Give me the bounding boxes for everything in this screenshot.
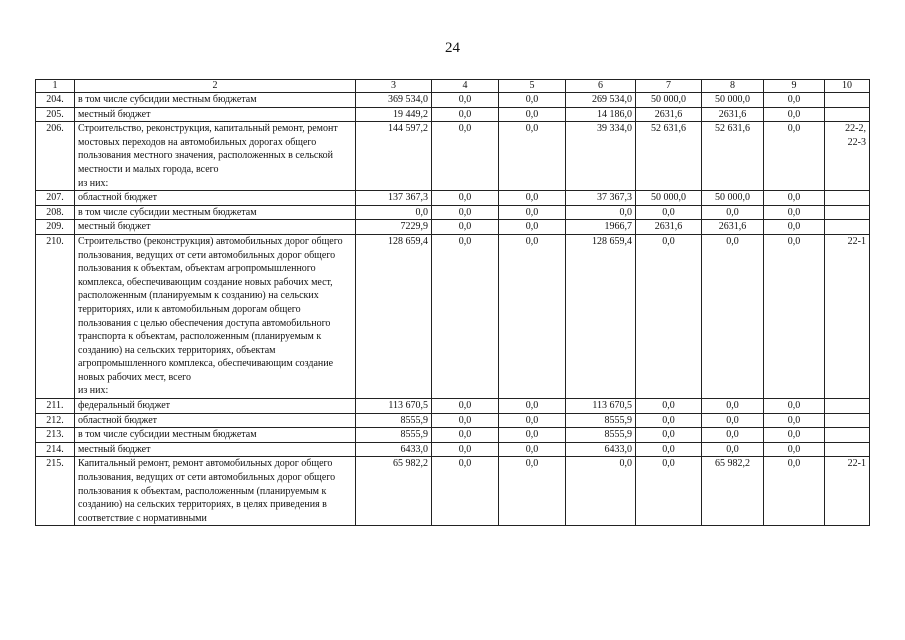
reference-code-cell [825, 442, 870, 457]
value-cell: 0,0 [499, 122, 566, 191]
column-header: 1 [36, 80, 75, 93]
value-cell: 0,0 [764, 107, 825, 122]
row-description: в том числе субсидии местным бюджетам [75, 93, 356, 108]
value-cell: 128 659,4 [566, 234, 636, 398]
budget-table [35, 79, 870, 526]
value-cell: 113 670,5 [566, 399, 636, 414]
reference-code-cell [825, 107, 870, 122]
value-cell: 0,0 [432, 122, 499, 191]
value-cell: 8555,9 [566, 413, 636, 428]
value-cell: 0,0 [764, 428, 825, 443]
page-number: 24 [445, 40, 460, 56]
value-cell: 0,0 [432, 205, 499, 220]
value-cell: 0,0 [499, 457, 566, 526]
row-description: местный бюджет [75, 442, 356, 457]
value-cell: 8555,9 [356, 413, 432, 428]
value-cell: 65 982,2 [702, 457, 764, 526]
value-cell: 269 534,0 [566, 93, 636, 108]
column-header: 6 [566, 80, 636, 93]
value-cell: 0,0 [566, 205, 636, 220]
value-cell: 0,0 [764, 93, 825, 108]
column-header: 10 [825, 80, 870, 93]
row-number: 214. [36, 442, 75, 457]
reference-code-cell [825, 399, 870, 414]
value-cell: 0,0 [499, 428, 566, 443]
row-description: Строительство (реконструкция) автомобильных дорог общего пользования, ведущих от сети автомобильных дорог общего пользования к объектам, объектам агропромышленного комплекса, обеспечивающим создание новых рабочих мест, расположенным (планируемым к созданию) на сельских территориях, или к автомобильным дорогам общего пользования с целью обеспечения доступа автомобильного транспорта к объектам, расположенным (планируемым к созданию) на сельских территориях, объектам агропромышленного комплекса, обеспечивающим создание новых рабочих мест, всего из них: [75, 234, 356, 398]
row-number: 207. [36, 191, 75, 206]
value-cell: 0,0 [764, 413, 825, 428]
value-cell: 0,0 [764, 442, 825, 457]
row-description: федеральный бюджет [75, 399, 356, 414]
value-cell: 113 670,5 [356, 399, 432, 414]
reference-code: 22-1 [847, 458, 866, 470]
value-cell: 144 597,2 [356, 122, 432, 191]
value-cell: 50 000,0 [702, 191, 764, 206]
row-description: местный бюджет [75, 107, 356, 122]
value-cell: 39 334,0 [566, 122, 636, 191]
table-row [36, 93, 870, 108]
value-cell: 0,0 [499, 93, 566, 108]
value-cell: 0,0 [702, 442, 764, 457]
reference-code-cell [825, 220, 870, 235]
header-row [36, 80, 870, 93]
value-cell: 0,0 [764, 457, 825, 526]
value-cell: 0,0 [432, 428, 499, 443]
value-cell: 0,0 [499, 191, 566, 206]
reference-code-cell [825, 457, 870, 526]
value-cell: 0,0 [636, 442, 702, 457]
value-cell: 0,0 [636, 234, 702, 398]
reference-code: 22-2, [845, 123, 866, 135]
reference-code-cell [825, 413, 870, 428]
column-header: 4 [432, 80, 499, 93]
value-cell: 0,0 [432, 107, 499, 122]
table-row [36, 220, 870, 235]
row-number: 206. [36, 122, 75, 191]
value-cell: 8555,9 [566, 428, 636, 443]
value-cell: 0,0 [432, 413, 499, 428]
reference-code: 22-1 [847, 235, 866, 247]
value-cell: 2631,6 [702, 107, 764, 122]
value-cell: 0,0 [499, 399, 566, 414]
column-header: 3 [356, 80, 432, 93]
row-number: 210. [36, 234, 75, 398]
value-cell: 0,0 [764, 122, 825, 191]
value-cell: 0,0 [499, 442, 566, 457]
table-row [36, 107, 870, 122]
value-cell: 50 000,0 [636, 191, 702, 206]
value-cell: 52 631,6 [702, 122, 764, 191]
value-cell: 0,0 [636, 413, 702, 428]
table-row [36, 399, 870, 414]
row-description: местный бюджет [75, 220, 356, 235]
reference-code-cell [825, 93, 870, 108]
value-cell: 0,0 [702, 205, 764, 220]
table-row [36, 442, 870, 457]
reference-code-cell [825, 428, 870, 443]
reference-code-cell [825, 191, 870, 206]
column-header: 2 [75, 80, 356, 93]
value-cell: 0,0 [432, 457, 499, 526]
value-cell: 0,0 [764, 205, 825, 220]
table-row [36, 234, 870, 398]
value-cell: 7229,9 [356, 220, 432, 235]
value-cell: 0,0 [356, 205, 432, 220]
reference-code: 22-3 [847, 136, 866, 148]
row-number: 212. [36, 413, 75, 428]
value-cell: 0,0 [764, 234, 825, 398]
reference-code-cell [825, 205, 870, 220]
value-cell: 0,0 [636, 428, 702, 443]
value-cell: 0,0 [499, 220, 566, 235]
column-header: 7 [636, 80, 702, 93]
row-description: Капитальный ремонт, ремонт автомобильных дорог общего пользования, ведущих от сети автомобильных дорог общего пользования к объектам, расположенным (планируемым к созданию) на сельских территориях, в целях приведения в соответствие с нормативными [75, 457, 356, 526]
value-cell: 19 449,2 [356, 107, 432, 122]
value-cell: 0,0 [702, 234, 764, 398]
value-cell: 369 534,0 [356, 93, 432, 108]
value-cell: 0,0 [499, 107, 566, 122]
row-number: 213. [36, 428, 75, 443]
value-cell: 0,0 [432, 93, 499, 108]
table-row [36, 191, 870, 206]
value-cell: 0,0 [499, 234, 566, 398]
value-cell: 0,0 [764, 191, 825, 206]
value-cell: 0,0 [636, 457, 702, 526]
value-cell: 52 631,6 [636, 122, 702, 191]
table-row [36, 205, 870, 220]
column-header: 9 [764, 80, 825, 93]
value-cell: 0,0 [432, 220, 499, 235]
row-description: в том числе субсидии местным бюджетам [75, 205, 356, 220]
row-number: 204. [36, 93, 75, 108]
value-cell: 0,0 [636, 399, 702, 414]
row-description: Строительство, реконструкция, капитальный ремонт, ремонт мостовых переходов на автомобильных дорогах общего пользования местного значения, расположенных в сельской местности и малых города, всего из них: [75, 122, 356, 191]
row-description: в том числе субсидии местным бюджетам [75, 428, 356, 443]
value-cell: 14 186,0 [566, 107, 636, 122]
value-cell: 128 659,4 [356, 234, 432, 398]
value-cell: 50 000,0 [702, 93, 764, 108]
row-number: 209. [36, 220, 75, 235]
value-cell: 0,0 [432, 399, 499, 414]
row-description: областной бюджет [75, 413, 356, 428]
reference-code-cell [825, 122, 870, 191]
value-cell: 65 982,2 [356, 457, 432, 526]
row-number: 205. [36, 107, 75, 122]
value-cell: 6433,0 [566, 442, 636, 457]
value-cell: 50 000,0 [636, 93, 702, 108]
column-header: 5 [499, 80, 566, 93]
table-row [36, 457, 870, 526]
row-number: 211. [36, 399, 75, 414]
value-cell: 0,0 [566, 457, 636, 526]
value-cell: 0,0 [499, 205, 566, 220]
value-cell: 0,0 [764, 399, 825, 414]
value-cell: 0,0 [764, 220, 825, 235]
value-cell: 2631,6 [636, 107, 702, 122]
value-cell: 2631,6 [636, 220, 702, 235]
column-header: 8 [702, 80, 764, 93]
value-cell: 0,0 [636, 205, 702, 220]
value-cell: 1966,7 [566, 220, 636, 235]
value-cell: 0,0 [702, 413, 764, 428]
value-cell: 0,0 [702, 428, 764, 443]
value-cell: 0,0 [432, 234, 499, 398]
table-row [36, 428, 870, 443]
table-body [36, 80, 870, 526]
table-row [36, 122, 870, 191]
value-cell: 0,0 [499, 413, 566, 428]
value-cell: 6433,0 [356, 442, 432, 457]
table-row [36, 413, 870, 428]
value-cell: 137 367,3 [356, 191, 432, 206]
value-cell: 0,0 [432, 191, 499, 206]
value-cell: 0,0 [432, 442, 499, 457]
value-cell: 8555,9 [356, 428, 432, 443]
reference-code-cell [825, 234, 870, 398]
value-cell: 37 367,3 [566, 191, 636, 206]
row-description: областной бюджет [75, 191, 356, 206]
row-number: 215. [36, 457, 75, 526]
value-cell: 0,0 [702, 399, 764, 414]
value-cell: 2631,6 [702, 220, 764, 235]
row-number: 208. [36, 205, 75, 220]
